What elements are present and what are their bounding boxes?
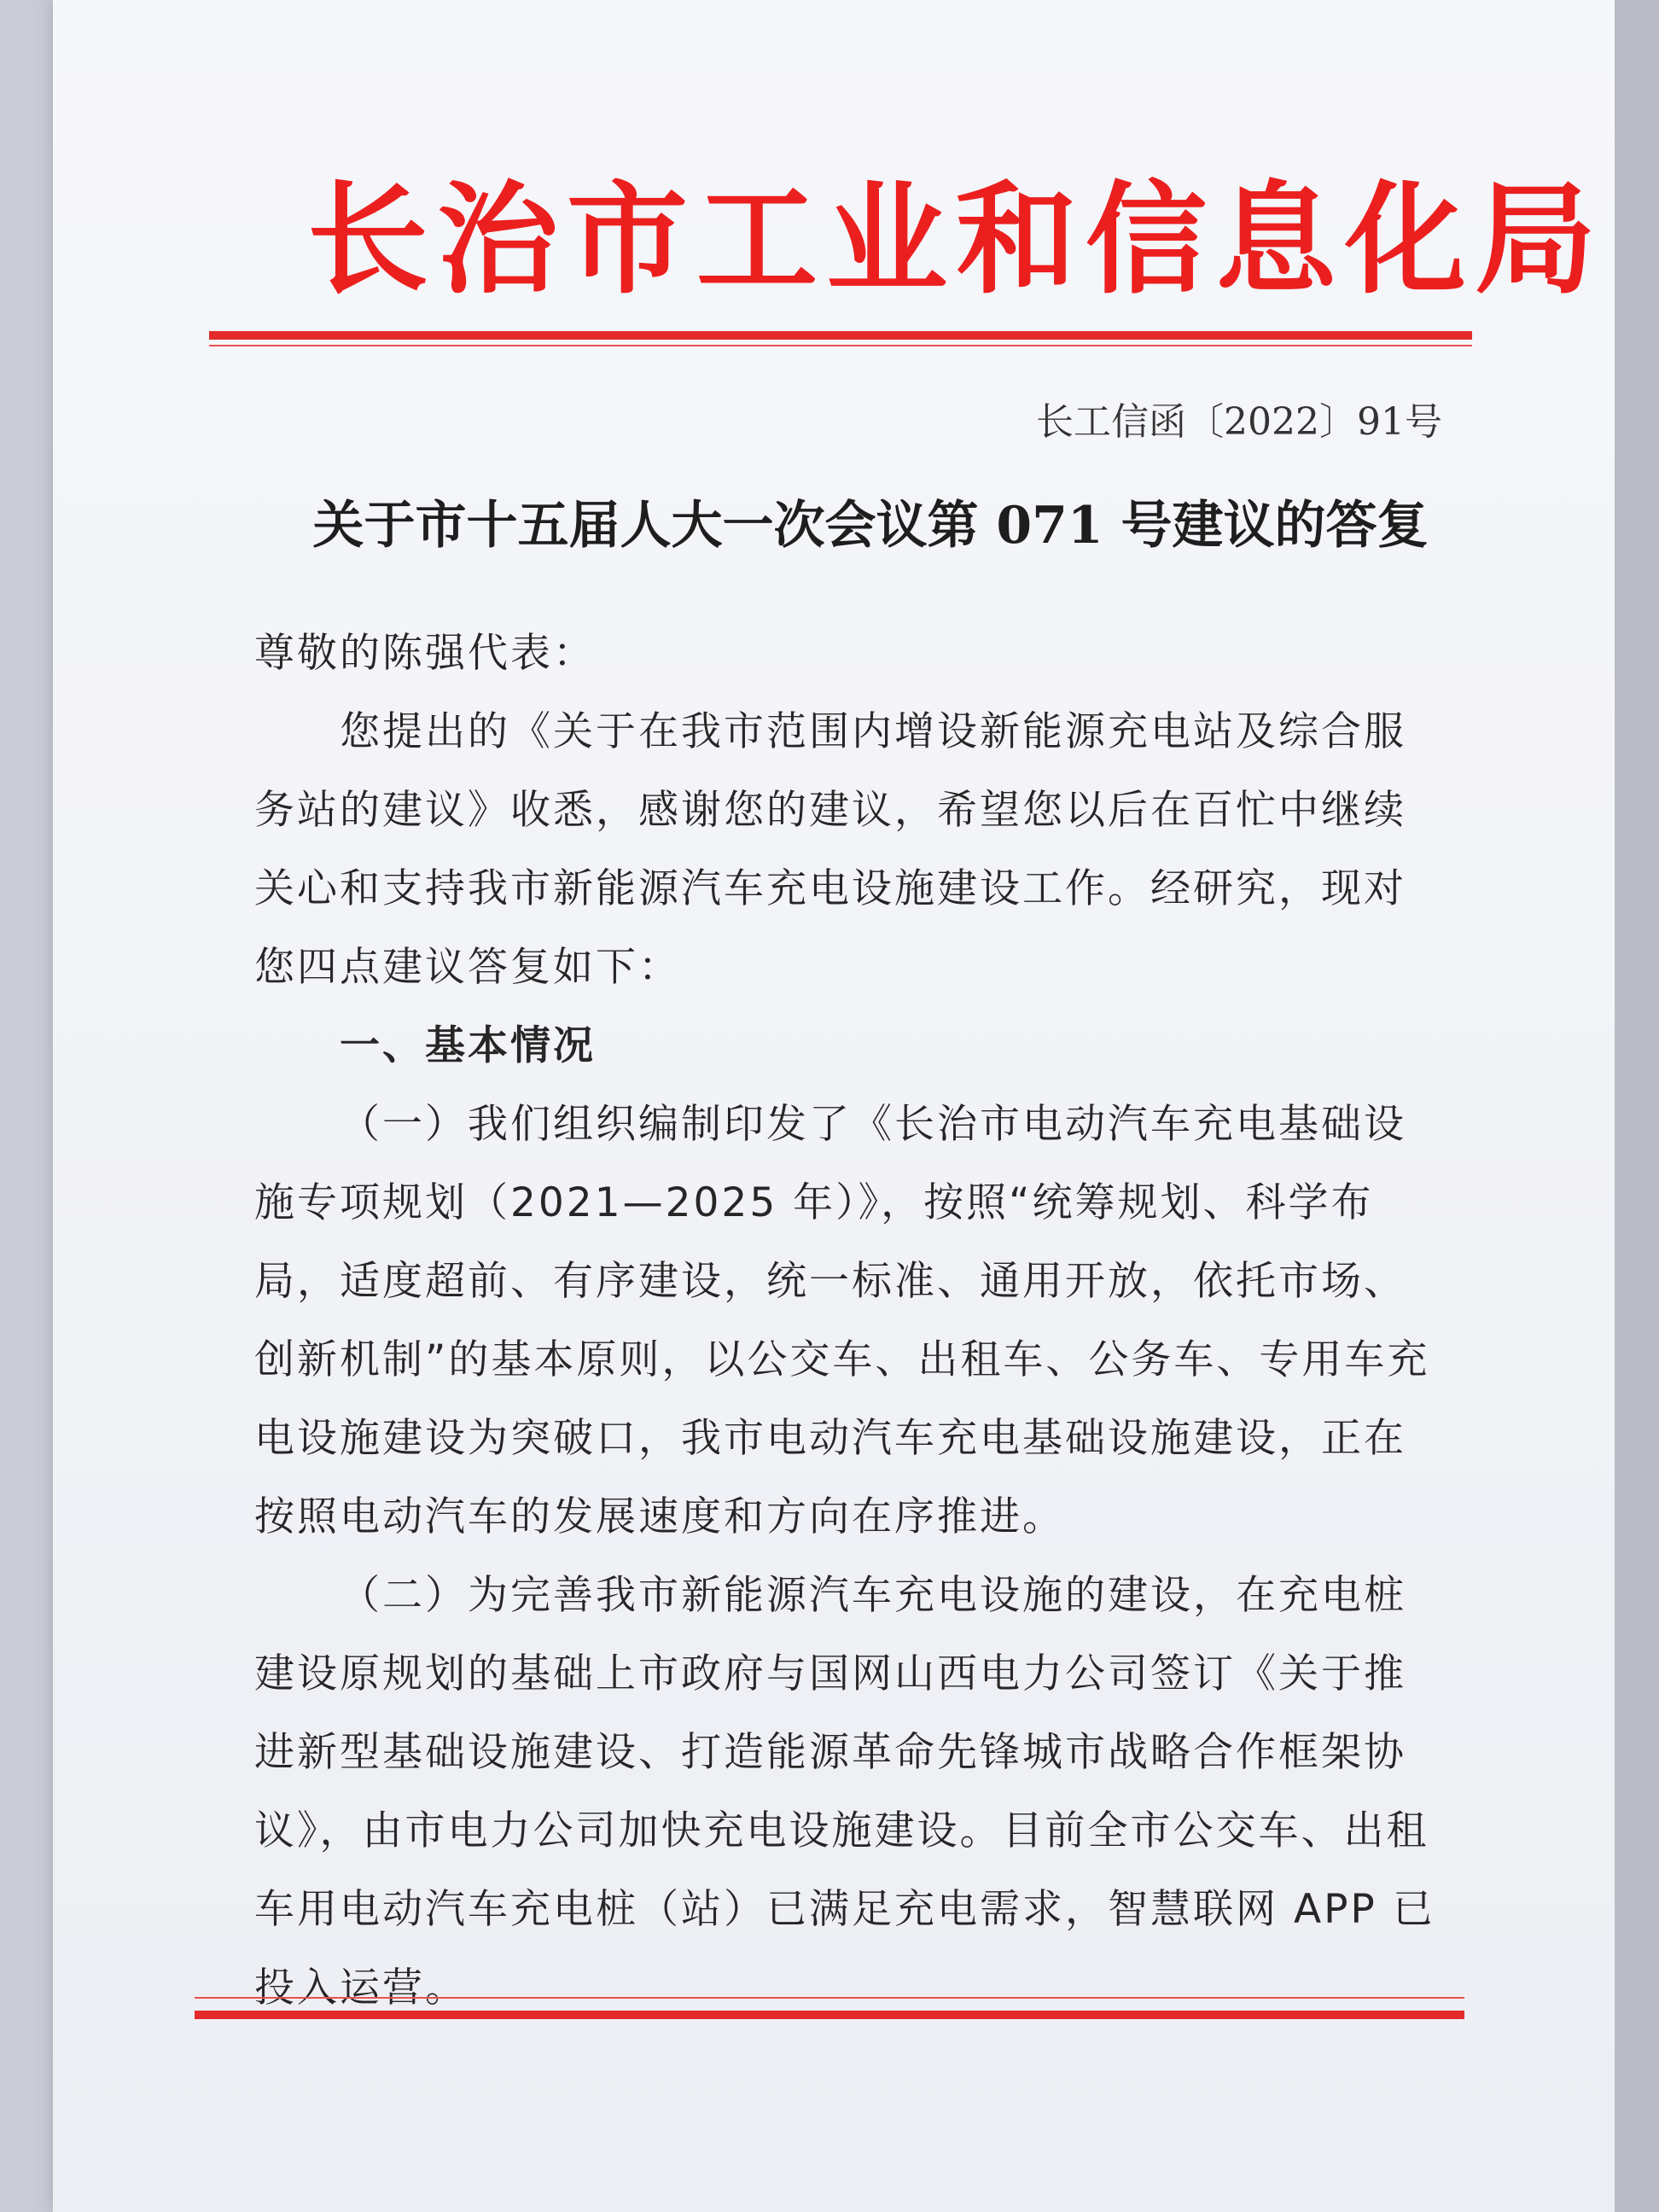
footer-red-rule-thin — [195, 1997, 1464, 1999]
background-edge — [1615, 0, 1659, 2212]
document-number: 长工信函〔2022〕91号 — [1036, 400, 1442, 444]
paragraph-one: （一）我们组织编制印发了《长治市电动汽车充电基础设施专项规划（2021—2025 年）》，按照“统筹规划、科学布局，适度超前、有序建设，统一标准、通用开放，依托市场、创新机制”的基本原则，以公交车、出租车、公务车、专用车充电设施建设为突破口，我市电动汽车充电基础设施建设，正在按照电动汽车的发展速度和方向在序推进。 — [254, 1101, 1430, 1540]
paragraph-two: （二）为完善我市新能源汽车充电设施的建设，在充电桩建设原规划的基础上市政府与国网山西电力公司签订《关于推进新型基础设施建设、打造能源革命先锋城市战略合作框架协议》，由市电力公司加快充电设施建设。目前全市公交车、出租车用电动汽车充电桩（站）已满足充电需求，智慧联网 APP 已投入运营。 — [254, 1572, 1435, 2011]
footer-red-rule — [195, 2011, 1464, 2019]
section-heading: 一、基本情况 — [340, 1022, 596, 1069]
document-title: 关于市十五届人大一次会议第 071 号建议的答复 — [312, 496, 1429, 556]
letterhead-red-rule-thin — [209, 345, 1472, 346]
letterhead-red-rule — [209, 331, 1472, 340]
salutation: 尊敬的陈强代表： — [254, 630, 596, 677]
letterhead-org-name: 长治市工业和信息化局 — [307, 169, 1604, 311]
paragraph-intro: 您提出的《关于在我市范围内增设新能源充电站及综合服务站的建议》收悉，感谢您的建议，希望您以后在百忙中继续关心和支持我市新能源汽车充电设施建设工作。经研究，现对您四点建议答复如下： — [254, 708, 1406, 991]
